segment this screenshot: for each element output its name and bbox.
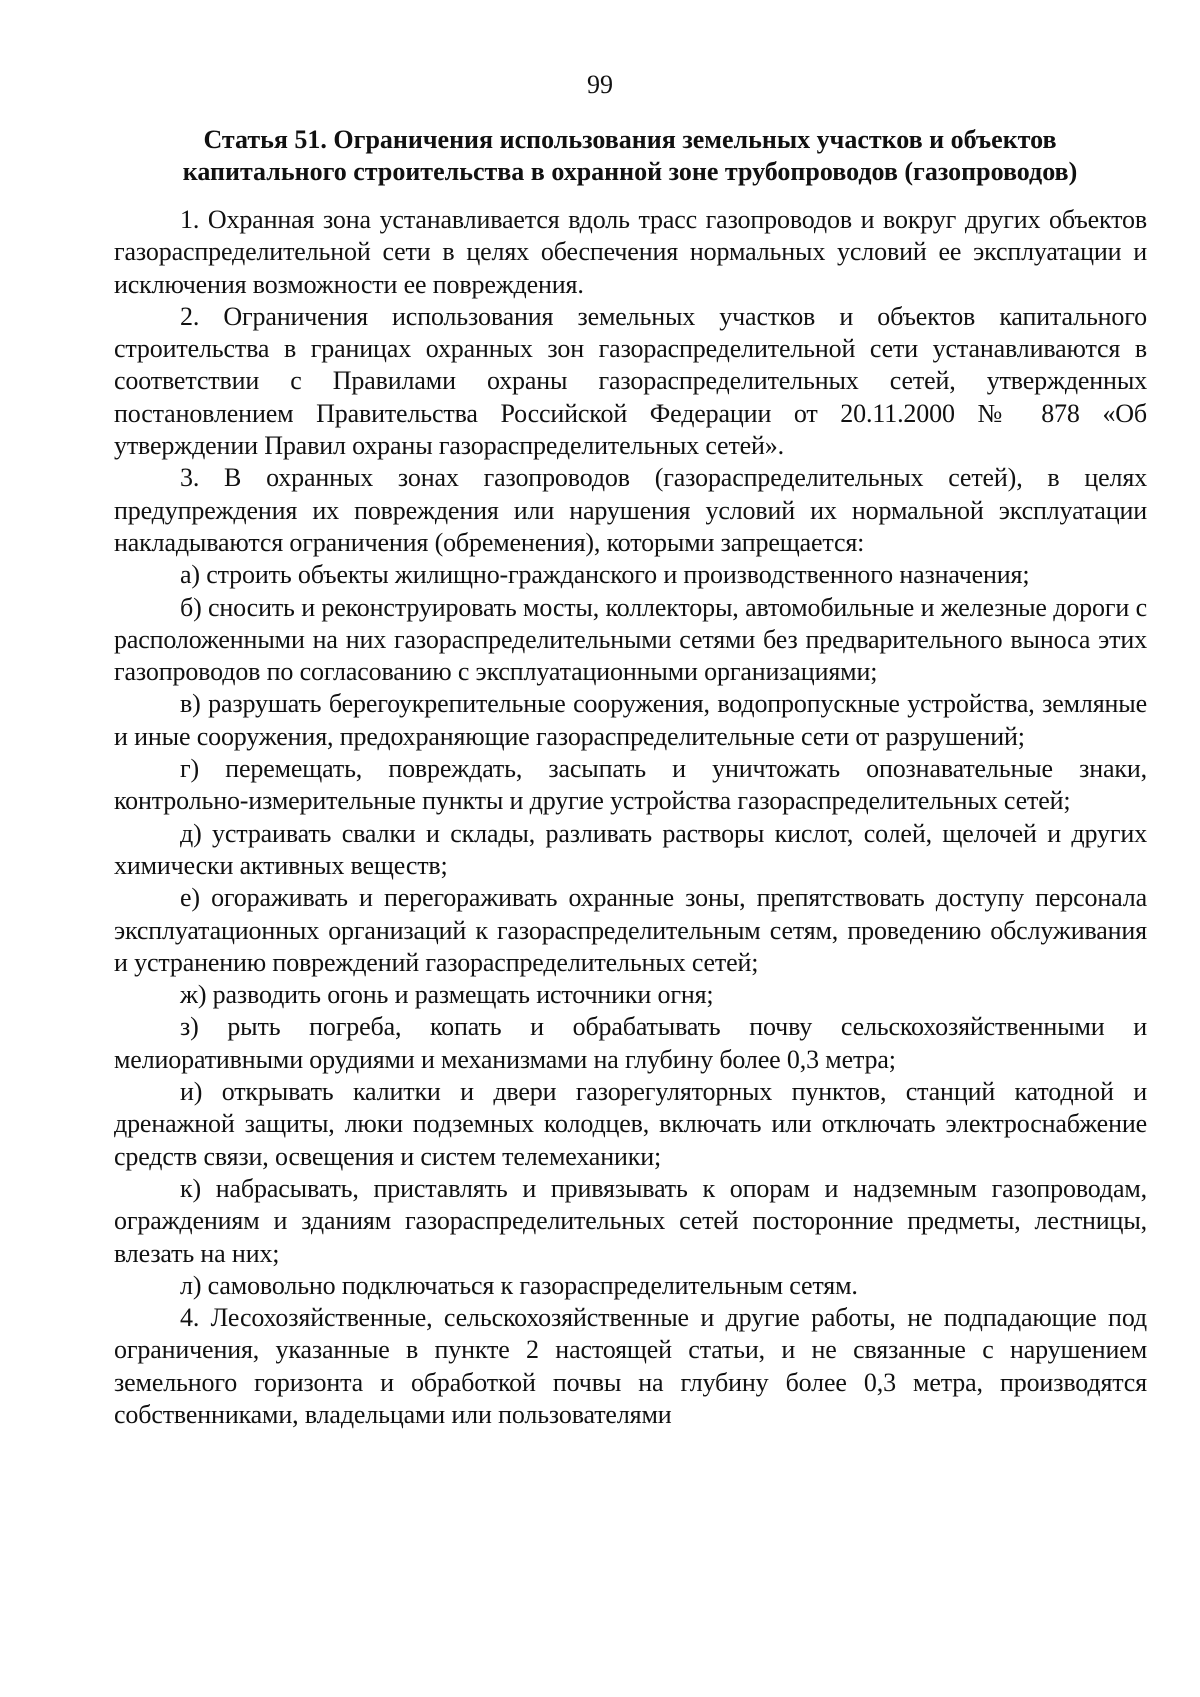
list-item-i: и) открывать калитки и двери газорегуляторных пунктов, станций катодной и дренажной защиты, люки подземных колодцев, включать или отключать электроснабжение средств связи, освещения и систем телемеханики; <box>114 1077 1147 1171</box>
article-title-line-1: Статья 51. Ограничения использования земельных участков и объектов <box>203 125 1057 154</box>
paragraph-3: 3. В охранных зонах газопроводов (газораспределительных сетей), в целях предупреждения их повреждения или нарушения условий их нормальной эксплуатации накладываются ограничения (обременения), которыми запрещается: <box>114 463 1147 557</box>
paragraph-1: 1. Охранная зона устанавливается вдоль трасс газопроводов и вокруг других объектов газораспределительной сети в целях обеспечения нормальных условий ее эксплуатации и исключения возможности ее повреждения. <box>114 205 1147 299</box>
paragraph-2: 2. Ограничения использования земельных участков и объектов капитального строительства в границах охранных зон газораспределительной сети устанавливаются в соответствии с Правилами охраны газораспределительных сетей, утвержденных постановлением Правительства Российской Федерации от 20.11.2000 № 878 «Об утверждении Правил охраны газораспределительных сетей». <box>114 301 1147 461</box>
list-item-v: в) разрушать берегоукрепительные сооружения, водопропускные устройства, земляные и иные сооружения, предохраняющие газораспределительные сети от разрушений; <box>114 689 1147 751</box>
article-title-line-2: капитального строительства в охранной зоне трубопроводов (газопроводов) <box>182 157 1078 186</box>
list-item-l: л) самовольно подключаться к газораспределительным сетям. <box>180 1270 858 1300</box>
list-item-d: д) устраивать свалки и склады, разливать растворы кислот, солей, щелочей и других химически активных веществ; <box>114 818 1147 880</box>
list-item-a: а) строить объекты жилищно-гражданского и производственного назначения; <box>180 560 1030 590</box>
paragraph-4: 4. Лесохозяйственные, сельскохозяйственные и другие работы, не подпадающие под ограничения, указанные в пункте 2 настоящей статьи, и не связанные с нарушением земельного горизонта и обработкой почвы на глубину более 0,3 метра, производятся собственниками, владельцами или пользователями <box>114 1303 1147 1429</box>
list-item-e: е) огораживать и перегораживать охранные зоны, препятствовать доступу персонала эксплуатационных организаций к газораспределительным сетям, проведению обслуживания и устранению повреждений газораспределительных сетей; <box>114 883 1147 977</box>
list-item-k: к) набрасывать, приставлять и привязывать к опорам и надземным газопроводам, ограждениям и зданиям газораспределительных сетей посторонние предметы, лестницы, влезать на них; <box>114 1173 1147 1268</box>
page-number: 99 <box>587 70 613 99</box>
article-title <box>110 124 1150 188</box>
list-item-g: г) перемещать, повреждать, засыпать и уничтожать опознавательные знаки, контрольно-измерительные пункты и другие устройства газораспределительных сетей; <box>114 754 1147 816</box>
article-body <box>114 204 1147 1431</box>
list-item-zh: ж) разводить огонь и размещать источники огня; <box>180 980 714 1010</box>
list-item-b: б) сносить и реконструировать мосты, коллекторы, автомобильные и железные дороги с расположенными на них газораспределительными сетями без предварительного выноса этих газопроводов по согласованию с эксплуатационными организациями; <box>114 592 1147 687</box>
list-item-z: з) рыть погреба, копать и обрабатывать почву сельскохозяйственными и мелиоративными орудиями и механизмами на глубину более 0,3 метра; <box>114 1012 1147 1074</box>
